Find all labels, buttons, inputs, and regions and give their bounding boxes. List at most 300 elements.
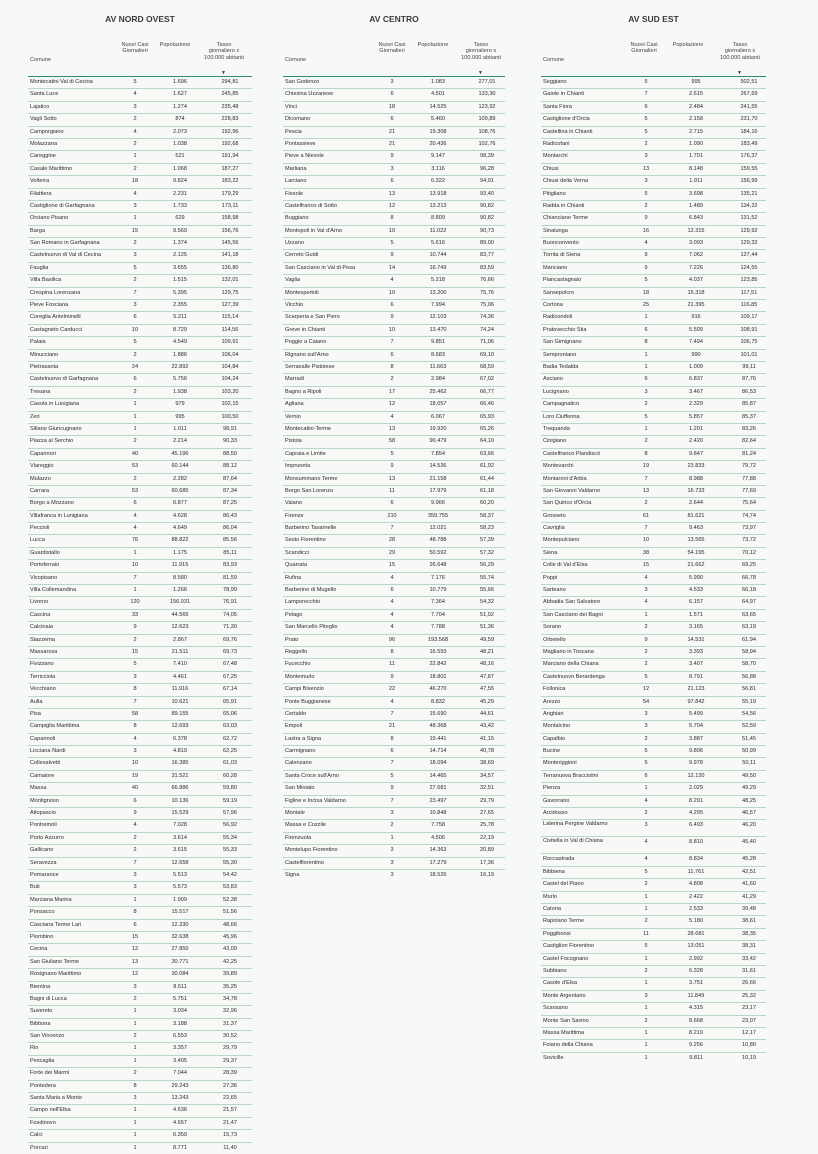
casi-cell: 76: [131, 537, 139, 544]
casi-cell: 3: [133, 748, 137, 755]
tasso-cell: 45,96: [223, 933, 237, 940]
tasso-cell: 73,97: [742, 525, 756, 532]
comune-cell: Pienza: [543, 785, 561, 792]
table-row: [541, 915, 766, 927]
table-row: [28, 857, 252, 869]
tasso-cell: 129,32: [740, 240, 758, 247]
tasso-cell: 145,56: [221, 240, 239, 247]
casi-cell: 7: [390, 525, 394, 532]
comune-cell: Montespertoli: [285, 289, 319, 296]
popolazione-cell: 23.497: [429, 797, 447, 804]
table-row: [28, 832, 252, 844]
tasso-cell: 62,25: [223, 748, 237, 755]
tasso-cell: 116,85: [740, 302, 758, 309]
casi-cell: 9: [390, 252, 394, 259]
tasso-cell: 51,92: [480, 611, 494, 618]
comune-cell: Bagno a Ripoli: [285, 388, 322, 395]
table-row: [541, 745, 766, 757]
table-row: [28, 634, 252, 646]
popolazione-cell: 27.681: [429, 785, 447, 792]
popolazione-cell: 979: [175, 401, 185, 408]
popolazione-cell: 30.084: [171, 971, 189, 978]
comune-cell: Casciana Terme Lari: [30, 921, 82, 928]
casi-cell: 13: [131, 958, 139, 965]
tasso-cell: 129,92: [740, 227, 758, 234]
tasso-cell: 38,35: [742, 930, 756, 937]
casi-cell: 16: [642, 227, 650, 234]
tasso-cell: 29,79: [223, 1045, 237, 1052]
casi-cell: 9: [390, 673, 394, 680]
table-row: [28, 497, 252, 509]
comune-cell: Montale: [285, 810, 305, 817]
tasso-cell: 85,37: [742, 413, 756, 420]
comune-cell: Pontedera: [30, 1082, 56, 1089]
tasso-cell: 102,76: [478, 140, 496, 147]
comune-cell: Dicomano: [285, 116, 311, 123]
popolazione-cell: 5.857: [689, 413, 703, 420]
casi-cell: 8: [644, 339, 648, 346]
popolazione-cell: 21.158: [429, 475, 447, 482]
comune-cell: Asciano: [543, 376, 563, 383]
casi-cell: 2: [133, 475, 137, 482]
tasso-cell: 42,25: [223, 958, 237, 965]
tasso-cell: 74,05: [223, 611, 237, 618]
casi-cell: 6: [644, 326, 648, 333]
casi-cell: 4: [644, 574, 648, 581]
table-row: [541, 423, 766, 435]
casi-cell: 10: [388, 289, 396, 296]
comune-cell: Campi Bisenzio: [285, 686, 324, 693]
table-row: [541, 88, 766, 100]
comune-cell: Pontassieve: [285, 140, 316, 147]
comune-cell: Radicofani: [543, 140, 570, 147]
table-row: [283, 262, 505, 274]
tasso-cell: 87,25: [223, 500, 237, 507]
table-row: [28, 981, 252, 993]
popolazione-cell: 5.211: [173, 314, 187, 321]
comune-cell: Pontremoli: [30, 822, 57, 829]
comune-cell: Palaia: [30, 339, 46, 346]
comune-cell: Seggiano: [543, 79, 567, 85]
comune-cell: San Gimignano: [543, 339, 582, 346]
popolazione-cell: 11.915: [171, 562, 189, 569]
comune-cell: Crespina Lorenzana: [30, 289, 81, 296]
popolazione-cell: 3.405: [173, 1057, 187, 1064]
tasso-cell: 87,34: [223, 487, 237, 494]
sort-down-icon[interactable]: ▼: [737, 70, 742, 76]
table-row: [28, 324, 252, 336]
tasso-cell: 192,68: [221, 140, 239, 147]
casi-cell: 8: [133, 1082, 137, 1089]
popolazione-cell: 14.465: [429, 772, 447, 779]
popolazione-cell: 4.657: [173, 1119, 187, 1126]
tasso-cell: 69,73: [223, 648, 237, 655]
casi-cell: 54: [642, 698, 650, 705]
table-row: [283, 671, 505, 683]
comune-cell: Careggine: [30, 153, 56, 160]
tasso-cell: 49,59: [480, 636, 494, 643]
popolazione-cell: 11.761: [687, 868, 705, 875]
casi-cell: 40: [131, 785, 139, 792]
casi-cell: 13: [388, 190, 396, 197]
comune-cell: Fucecchio: [285, 661, 311, 668]
tasso-cell: 60,28: [223, 772, 237, 779]
popolazione-cell: 3.165: [689, 624, 703, 631]
table-row: [283, 708, 505, 720]
popolazione-cell: 7.062: [689, 252, 703, 259]
casi-cell: 6: [390, 587, 394, 594]
comune-cell: Vaiano: [285, 500, 303, 507]
popolazione-cell: 12.021: [429, 525, 447, 532]
table-header: [541, 26, 766, 76]
casi-cell: 2: [644, 810, 648, 817]
popolazione-cell: 8.148: [689, 165, 703, 172]
tasso-cell: 41,60: [742, 881, 756, 888]
popolazione-cell: 3.093: [689, 240, 703, 247]
table-row: [283, 646, 505, 658]
table-row: [541, 658, 766, 670]
comune-cell: Pieve a Nievole: [285, 153, 324, 160]
popolazione-cell: 4.315: [689, 1005, 703, 1012]
comune-cell: Campiglia Marittima: [30, 723, 80, 730]
casi-cell: 2: [644, 401, 648, 408]
popolazione-cell: 2.715: [689, 128, 703, 135]
table-row: [541, 990, 766, 1002]
comune-cell: Carrara: [30, 487, 49, 494]
casi-cell: 1: [133, 1020, 137, 1027]
table-row: [283, 237, 505, 249]
comune-cell: Radda in Chianti: [543, 202, 585, 209]
casi-cell: 1: [133, 401, 137, 408]
popolazione-cell: 16.733: [687, 487, 705, 494]
tasso-cell: 66,18: [742, 587, 756, 594]
popolazione-cell: 9.463: [689, 525, 703, 532]
popolazione-cell: 4.808: [689, 881, 703, 888]
table-row: [28, 460, 252, 472]
sort-down-icon[interactable]: ▼: [221, 70, 226, 76]
comune-cell: Chiusi: [543, 165, 559, 172]
comune-cell: Radicondoli: [543, 314, 573, 321]
comune-cell: Monte Argentario: [543, 992, 586, 999]
casi-cell: 13: [642, 165, 650, 172]
comune-cell: Zeri: [30, 413, 40, 420]
table-row: [283, 150, 505, 162]
casi-cell: 9: [390, 785, 394, 792]
popolazione-cell: 1.009: [689, 363, 703, 370]
comune-cell: Pescaglia: [30, 1057, 55, 1064]
popolazione-cell: 1.696: [173, 79, 187, 85]
table-header: [28, 26, 252, 76]
popolazione-cell: 5.990: [689, 574, 703, 581]
tasso-cell: 48,25: [742, 797, 756, 804]
table-row: [541, 953, 766, 965]
popolazione-cell: 1.627: [173, 91, 187, 98]
comune-cell: Castagneto Carducci: [30, 326, 83, 333]
popolazione-cell: 5.756: [173, 376, 187, 383]
popolazione-cell: 7.704: [431, 611, 445, 618]
popolazione-cell: 995: [691, 79, 701, 85]
comune-cell: Suvereto: [30, 1008, 53, 1015]
table-row: [283, 101, 505, 113]
casi-cell: 3: [133, 302, 137, 309]
casi-cell: 3: [644, 587, 648, 594]
comune-cell: Montemurlo: [285, 673, 315, 680]
table-row: [28, 361, 252, 373]
tasso-cell: 60,20: [480, 500, 494, 507]
tasso-cell: 58,37: [480, 512, 494, 519]
popolazione-cell: 1.911: [689, 178, 703, 185]
table-row: [28, 757, 252, 769]
comune-cell: Viareggio: [30, 463, 54, 470]
comune-cell: Terranuova Bracciolini: [543, 772, 599, 779]
table-row: [541, 646, 766, 658]
tasso-cell: 108,91: [740, 326, 758, 333]
panel-nord-ovest: [28, 12, 252, 1154]
table-row: [541, 460, 766, 472]
popolazione-cell: 9.847: [689, 450, 703, 457]
comune-cell: Villafranca in Lunigiana: [30, 512, 88, 519]
comune-cell: Fiesole: [285, 190, 304, 197]
tasso-cell: 77,69: [742, 487, 756, 494]
popolazione-cell: 3.407: [689, 661, 703, 668]
table-row: [28, 411, 252, 423]
comune-cell: San Casciano dei Bagni: [543, 611, 603, 618]
casi-cell: 1: [133, 549, 137, 556]
tasso-cell: 71,06: [480, 339, 494, 346]
comune-cell: Lucca: [30, 537, 45, 544]
comune-cell: Montevarchi: [543, 463, 574, 470]
table-row: [541, 559, 766, 571]
comune-cell: Orciano Pisano: [30, 215, 69, 222]
comune-cell: Monsummano Terme: [285, 475, 338, 482]
popolazione-cell: 1.489: [689, 202, 703, 209]
casi-cell: 8: [390, 363, 394, 370]
table-row: [28, 386, 252, 398]
casi-cell: 7: [133, 698, 137, 705]
tasso-cell: 63,66: [480, 450, 494, 457]
table-row: [28, 609, 252, 621]
casi-cell: 2: [644, 438, 648, 445]
popolazione-cell: 14.536: [429, 463, 447, 470]
casi-cell: 2: [133, 847, 137, 854]
popolazione-cell: 6.843: [689, 215, 703, 222]
popolazione-cell: 18.526: [429, 872, 447, 878]
casi-cell: 11: [389, 487, 395, 494]
table-row: [28, 225, 252, 237]
popolazione-cell: 66.886: [171, 785, 189, 792]
table-row: [28, 398, 252, 410]
comune-cell: Civitella in Val di Chiana: [543, 837, 603, 844]
comune-cell: Buti: [30, 884, 40, 891]
tasso-cell: 179,29: [221, 190, 239, 197]
tasso-cell: 25,78: [480, 822, 494, 829]
table-row: [28, 1067, 252, 1079]
casi-cell: 10: [642, 537, 650, 544]
tasso-cell: 99,11: [742, 363, 756, 370]
table-row: [283, 522, 505, 534]
table-row: [28, 646, 252, 658]
comune-cell: Capannoli: [30, 735, 56, 742]
table-row: [283, 534, 505, 546]
table-row: [28, 584, 252, 596]
casi-cell: 7: [390, 760, 394, 767]
comune-cell: Pieve Fosciana: [30, 302, 69, 309]
popolazione-cell: 995: [175, 413, 185, 420]
comune-cell: Gaiole in Chianti: [543, 91, 585, 98]
casi-cell: 5: [644, 868, 648, 875]
table-row: [28, 150, 252, 162]
casi-cell: 2: [644, 202, 648, 209]
table-row: [541, 373, 766, 385]
casi-cell: 4: [390, 413, 394, 420]
popolazione-cell: 10.848: [429, 810, 447, 817]
tasso-cell: 57,32: [480, 549, 494, 556]
popolazione-cell: 3.116: [431, 165, 445, 172]
table-row: [541, 188, 766, 200]
comune-cell: Portoferraio: [30, 562, 60, 569]
popolazione-cell: 22.892: [171, 363, 189, 370]
table-row: [541, 940, 766, 952]
casi-cell: 3: [644, 388, 648, 395]
table-row: [28, 1092, 252, 1104]
casi-cell: 7: [390, 797, 394, 804]
casi-cell: 2: [133, 165, 137, 172]
table-row: [541, 225, 766, 237]
table-row: [283, 423, 505, 435]
popolazione-cell: 11.663: [429, 363, 447, 370]
casi-cell: 1: [390, 834, 394, 841]
popolazione-cell: 15.690: [429, 710, 447, 717]
popolazione-cell: 1.068: [173, 165, 187, 172]
casi-cell: 25: [642, 302, 650, 309]
casi-cell: 3: [133, 252, 137, 259]
casi-cell: 10: [131, 562, 139, 569]
tasso-cell: 48,66: [223, 921, 237, 928]
table-row: [283, 720, 505, 732]
comune-cell: Montarchi: [543, 153, 568, 160]
tasso-cell: 45,40: [742, 839, 756, 846]
casi-cell: 5: [644, 79, 648, 85]
comune-cell: Altopascio: [30, 810, 56, 817]
popolazione-cell: 32.638: [171, 933, 189, 940]
table-row: [283, 473, 505, 485]
panel-title: AV CENTRO: [369, 14, 419, 24]
table-row: [283, 857, 505, 869]
popolazione-cell: 6.328: [689, 967, 703, 974]
popolazione-cell: 13.470: [429, 326, 447, 333]
popolazione-cell: 13.200: [429, 289, 447, 296]
popolazione-cell: 8.729: [173, 326, 187, 333]
tasso-cell: 109,91: [221, 339, 239, 346]
table-row: [541, 175, 766, 187]
casi-cell: 4: [133, 190, 137, 197]
table-row: [283, 126, 505, 138]
casi-cell: 1: [644, 314, 648, 321]
tasso-cell: 94,91: [480, 178, 494, 185]
popolazione-cell: 3.887: [689, 735, 703, 742]
casi-cell: 10: [388, 227, 396, 234]
casi-cell: 4: [133, 822, 137, 829]
comune-cell: Vecchiano: [30, 686, 56, 693]
casi-cell: 5: [644, 190, 648, 197]
table-row: [541, 891, 766, 903]
casi-cell: 3: [644, 153, 648, 160]
popolazione-cell: 6.067: [431, 413, 445, 420]
casi-cell: 3: [390, 872, 394, 878]
tasso-cell: 159,55: [740, 165, 758, 172]
comune-cell: Massa Marittima: [543, 1029, 585, 1036]
casi-cell: 2: [644, 624, 648, 631]
tasso-cell: 124,55: [740, 264, 758, 271]
tasso-cell: 56,29: [480, 562, 494, 569]
table-row: [541, 1039, 766, 1051]
table-row: [541, 522, 766, 534]
tasso-cell: 10,19: [742, 1054, 756, 1061]
table-row: [283, 163, 505, 175]
comune-cell: Sillano Giuncugnano: [30, 425, 82, 432]
table-row: [28, 572, 252, 584]
table-row: [541, 287, 766, 299]
tasso-cell: 67,02: [480, 376, 494, 383]
popolazione-cell: 9.811: [689, 1054, 703, 1061]
tasso-cell: 76,66: [480, 277, 494, 284]
casi-cell: 13: [388, 475, 396, 482]
tasso-cell: 55,30: [223, 859, 237, 866]
popolazione-cell: 8.580: [173, 574, 187, 581]
sort-down-icon[interactable]: ▼: [478, 70, 483, 76]
comune-cell: Monteriggioni: [543, 760, 577, 767]
table-row: [541, 795, 766, 807]
casi-cell: 28: [388, 537, 396, 544]
tasso-cell: 62,72: [223, 735, 237, 742]
table-row: [28, 534, 252, 546]
casi-cell: 8: [133, 723, 137, 730]
tasso-cell: 68,59: [480, 363, 494, 370]
popolazione-cell: 4.461: [173, 673, 187, 680]
casi-cell: 3: [133, 983, 137, 990]
popolazione-cell: 4.037: [689, 277, 703, 284]
popolazione-cell: 5.218: [431, 277, 445, 284]
popolazione-cell: 2.282: [173, 475, 187, 482]
tasso-cell: 55,74: [480, 574, 494, 581]
tasso-cell: 79,72: [742, 463, 756, 470]
panel-centro: [283, 12, 505, 881]
tasso-cell: 44,61: [480, 710, 494, 717]
panel-sud-est: [541, 12, 766, 1064]
table-row: [28, 547, 252, 559]
comune-cell: San Quirico d'Orcia: [543, 500, 592, 507]
comune-cell: Bibbona: [30, 1020, 51, 1027]
tasso-cell: 83,26: [742, 425, 756, 432]
casi-cell: 4: [390, 599, 394, 606]
comune-cell: Fauglia: [30, 264, 49, 271]
popolazione-cell: 8.219: [689, 1029, 703, 1036]
comune-cell: Vinci: [285, 103, 298, 110]
comune-cell: Campagnatico: [543, 401, 580, 408]
popolazione-cell: 9.851: [431, 339, 445, 346]
casi-cell: 1: [644, 906, 648, 912]
casi-cell: 38: [642, 549, 650, 556]
tasso-cell: 25,32: [742, 992, 756, 999]
tasso-cell: 67,48: [223, 661, 237, 668]
popolazione-cell: 48.788: [429, 537, 447, 544]
tasso-cell: 56,88: [742, 673, 756, 680]
casi-cell: 9: [644, 264, 648, 271]
popolazione-cell: 2.029: [689, 785, 703, 792]
popolazione-cell: 14.525: [429, 103, 447, 110]
popolazione-cell: 4.506: [431, 834, 445, 841]
tasso-cell: 136,80: [221, 264, 239, 271]
